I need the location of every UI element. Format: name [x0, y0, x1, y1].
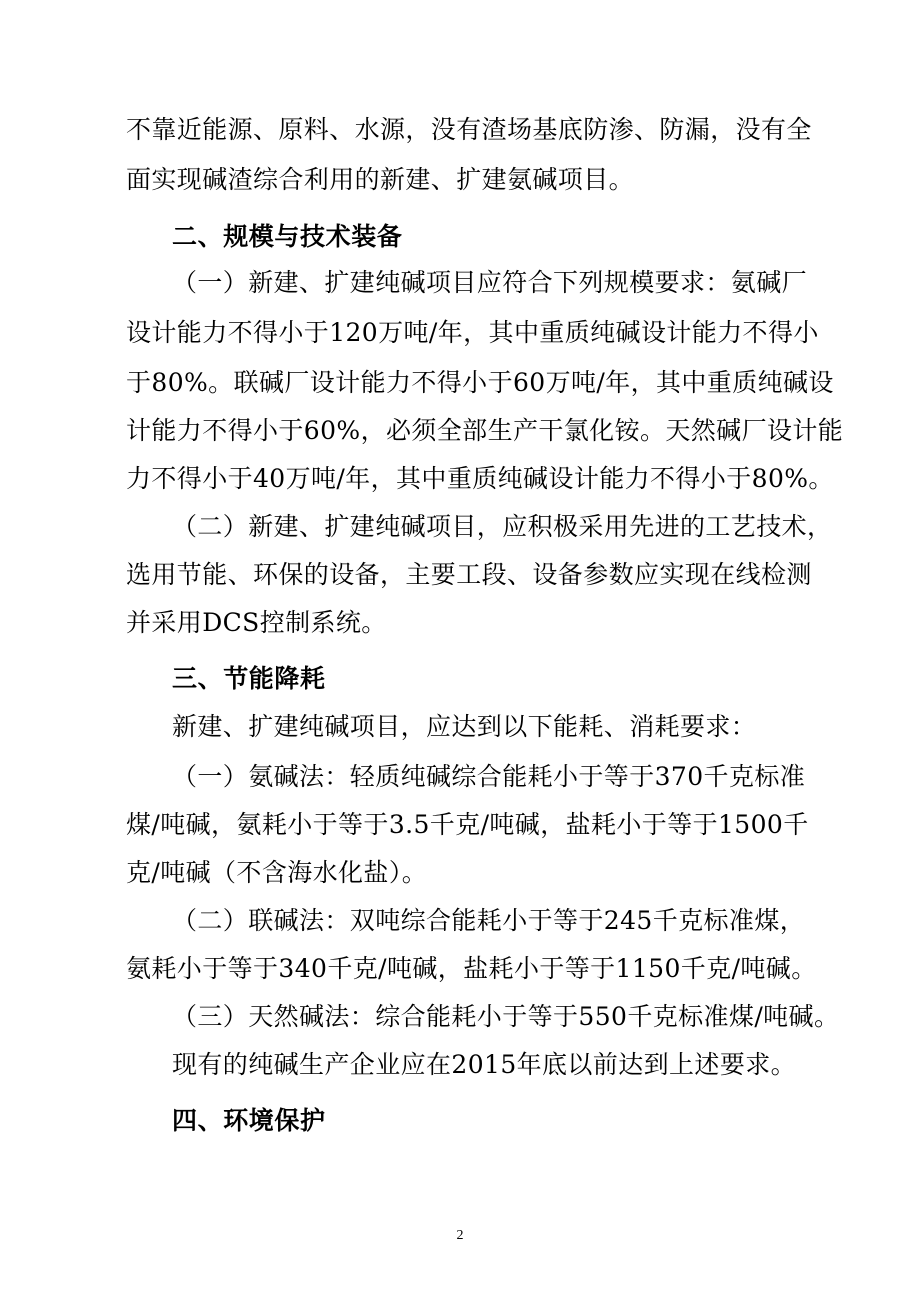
- section-heading-energy-saving: 三、节能降耗: [172, 664, 326, 693]
- paragraph-line: 力不得小于40万吨/年，其中重质纯碱设计能力不得小于80%。: [126, 464, 834, 493]
- paragraph-line: 于80%。联碱厂设计能力不得小于60万吨/年，其中重质纯碱设: [126, 368, 834, 397]
- paragraph-line: 选用节能、环保的设备，主要工段、设备参数应实现在线检测: [126, 560, 812, 589]
- paragraph-line: 克/吨碱（不含海水化盐）。: [126, 858, 428, 887]
- section-heading-scale-equipment: 二、规模与技术装备: [172, 222, 403, 251]
- paragraph-line: 设计能力不得小于120万吨/年，其中重质纯碱设计能力不得小: [126, 318, 819, 347]
- page-number: 2: [456, 1228, 464, 1243]
- paragraph-line: （一）氨碱法：轻质纯碱综合能耗小于等于370千克标准: [172, 762, 806, 791]
- paragraph-line: 并采用DCS控制系统。: [126, 608, 387, 637]
- section-heading-environmental-protection: 四、环境保护: [172, 1106, 326, 1135]
- paragraph-line: （二）联碱法：双吨综合能耗小于等于245千克标准煤，: [172, 906, 806, 935]
- paragraph-line: 新建、扩建纯碱项目，应达到以下能耗、消耗要求：: [172, 712, 757, 741]
- paragraph-line: （三）天然碱法：综合能耗小于等于550千克标准煤/吨碱。: [172, 1002, 840, 1031]
- paragraph-line: 面实现碱渣综合利用的新建、扩建氨碱项目。: [126, 165, 635, 194]
- paragraph-line: 不靠近能源、原料、水源，没有渣场基底防渗、防漏，没有全: [126, 115, 812, 144]
- paragraph-line: 煤/吨碱，氨耗小于等于3.5千克/吨碱，盐耗小于等于1500千: [126, 810, 809, 839]
- paragraph-line: 计能力不得小于60%，必须全部生产干氯化铵。天然碱厂设计能: [126, 416, 844, 445]
- paragraph-line: 氨耗小于等于340千克/吨碱，盐耗小于等于1150千克/吨碱。: [126, 954, 817, 983]
- paragraph-line: （一）新建、扩建纯碱项目应符合下列规模要求：氨碱厂: [172, 268, 808, 297]
- paragraph-line: 现有的纯碱生产企业应在2015年底以前达到上述要求。: [172, 1050, 797, 1079]
- paragraph-line: （二）新建、扩建纯碱项目，应积极采用先进的工艺技术，: [172, 512, 833, 541]
